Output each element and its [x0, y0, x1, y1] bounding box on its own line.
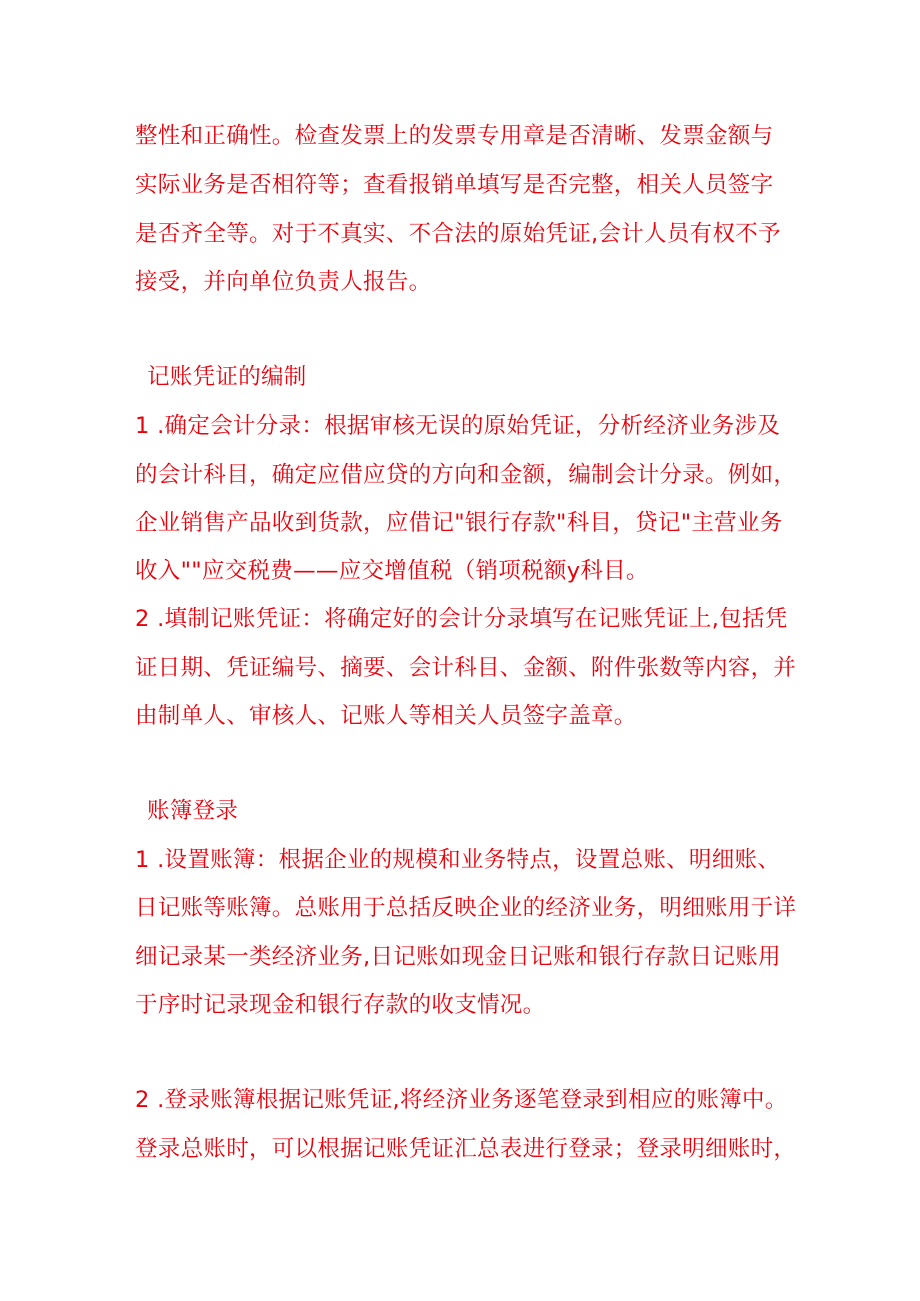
text-line: 登录总账时，可以根据记账凭证汇总表进行登录；登录明细账时， [135, 1136, 797, 1162]
text-line: 1 .设置账簿：根据企业的规模和业务特点，设置总账、明细账、 [135, 847, 781, 873]
section-heading: 记账凭证的编制 [147, 364, 307, 390]
text-line: 2 .登录账簿根据记账凭证,将经济业务逐笔登录到相应的账簿中。 [135, 1087, 788, 1113]
section-heading: 账簿登录 [147, 798, 239, 824]
text-line: 2 .填制记账凭证：将确定好的会计分录填写在记账凭证上,包括凭 [135, 606, 788, 632]
text-line: 于序时记录现金和银行存款的收支情况。 [135, 992, 546, 1018]
text-line: 是否齐全等。对于不真实、不合法的原始凭证,会计人员有权不予 [135, 221, 781, 247]
text-line: 的会计科目，确定应借应贷的方向和金额，编制会计分录。例如， [135, 462, 797, 488]
text-line: 细记录某一类经济业务,日记账如现金日记账和银行存款日记账用 [135, 944, 781, 970]
text-line: 证日期、凭证编号、摘要、会计科目、金额、附件张数等内容，并 [135, 655, 797, 681]
text-line: 接受，并向单位负责人报告。 [135, 269, 432, 295]
text-line: 整性和正确性。检查发票上的发票专用章是否清晰、发票金额与 [135, 123, 774, 149]
text-line: 1 .确定会计分录：根据审核无误的原始凭证，分析经济业务涉及 [135, 413, 781, 439]
text-line: 日记账等账簿。总账用于总括反映企业的经济业务，明细账用于详 [135, 895, 797, 921]
text-line: 由制单人、审核人、记账人等相关人员签字盖章。 [135, 703, 637, 729]
text-line: 收入""应交税费——应交增值税（销项税额y科目。 [135, 558, 649, 584]
text-line: 实际业务是否相符等；查看报销单填写是否完整，相关人员签字 [135, 172, 774, 198]
text-line: 企业销售产品收到货款，应借记"银行存款"科目，贷记"主营业务 [135, 510, 783, 536]
